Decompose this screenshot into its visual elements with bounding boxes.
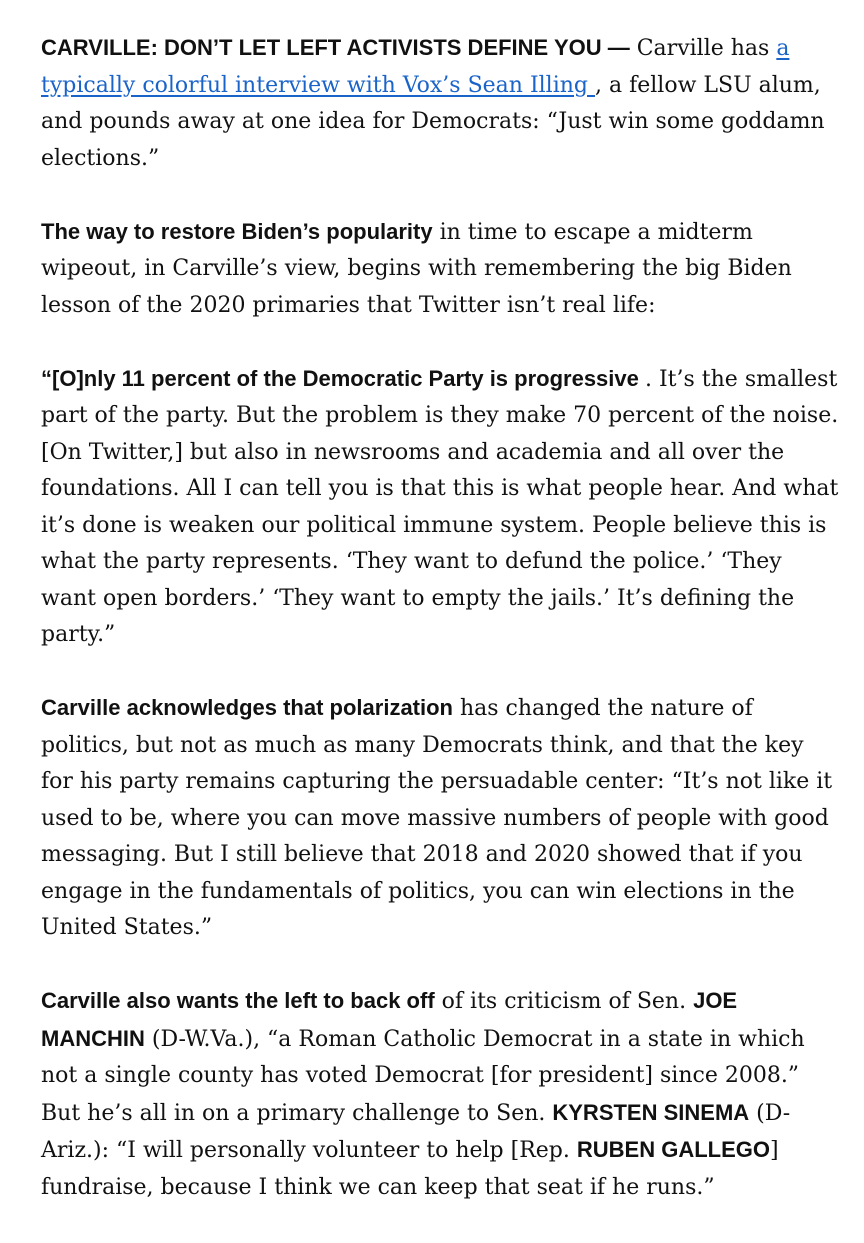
paragraph-lead: The way to restore Biden’s popularity <box>41 218 433 244</box>
paragraph-text: has changed the nature of politics, but not as much as many Democrats think, and that the key for his party remains capturing the persuadable center: “It’s not like it used to be, where you can move massive numbers of people with good messaging. But I still believe that 2018 and 2020 showed that if you engage in the fundamentals of politics, you can win elections in the United States.” <box>41 696 833 940</box>
paragraph-lead: Carville also wants the left to back off <box>41 988 435 1013</box>
paragraph-carville-intro <box>41 30 841 177</box>
paragraph-text: ] fundraise, because I think we can keep that seat if he runs.” <box>41 1138 779 1200</box>
paragraph-polarization <box>41 690 841 947</box>
paragraph-text: (D-Ariz.): “I will personally volunteer to help [Rep. <box>41 1100 791 1163</box>
person-name-gallego: RUBEN GALLEGO <box>576 1137 770 1162</box>
paragraph-lead: Carville acknowledges that polarization <box>41 695 453 720</box>
person-name-manchin: JOE MANCHIN <box>41 988 738 1051</box>
paragraph-text: of its criticism of Sen. <box>434 989 694 1014</box>
person-name-sinema: KYRSTEN SINEMA <box>552 1099 750 1125</box>
article-body <box>41 30 841 1243</box>
paragraph-text: (D-W.Va.), “a Roman Catholic Democrat in a state in which not a single county has voted Democrat [for president] since 2008.” But he’s all in on a primary challenge to Sen. <box>41 1026 805 1126</box>
paragraph-biden-popularity <box>41 214 841 325</box>
paragraph-left-back-off <box>41 983 841 1206</box>
paragraph-text: Carville has <box>629 36 777 61</box>
paragraph-text: , a fellow LSU alum, and pounds away at one idea for Democrats: “Just win some goddamn elections.” <box>41 72 825 171</box>
vox-interview-link[interactable]: a typically colorful interview with Vox’s Sean Illing <box>41 36 790 98</box>
paragraph-text: . It’s the smallest part of the party. But the problem is they make 70 percent of the noise. [On Twitter,] but also in newsrooms and academia and all over the foundations. All I can tell you is that this is what people hear. And what it’s done is weaken our political immune system. People believe this is what the party represents. ‘They want to defund the police.’ ‘They want open borders.’ ‘They want to empty the jails.’ It’s defining the party.” <box>41 366 839 647</box>
paragraph-lead: “[O]nly 11 percent of the Democratic Party is progressive <box>41 365 645 391</box>
paragraph-text: in time to escape a midterm wipeout, in Carville’s view, begins with remembering the big Biden lesson of the 2020 primaries that Twitter isn’t real life: <box>41 219 792 318</box>
section-heading: CARVILLE: DON’T LET LEFT ACTIVISTS DEFINE YOU — <box>41 35 630 60</box>
paragraph-quote-progressive <box>41 361 841 654</box>
